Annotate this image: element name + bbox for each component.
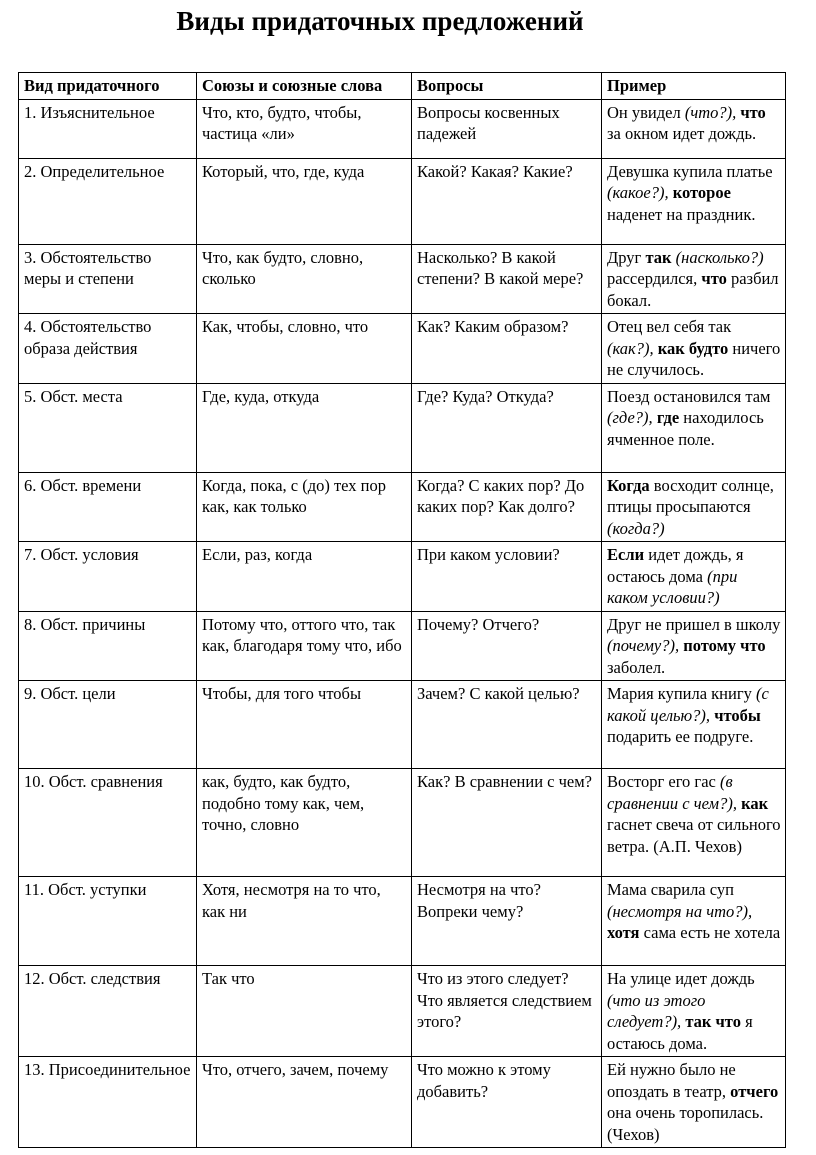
table-row: [19, 314, 786, 384]
cell-type: 12. Обст. следствия: [19, 966, 197, 1057]
example-text: Друг: [607, 247, 646, 267]
cell-type: 5. Обст. места: [19, 383, 197, 472]
example-conjunction: как будто: [657, 338, 729, 358]
table-row: [19, 1057, 786, 1148]
cell-questions: Несмотря на что? Вопреки чему?: [412, 877, 602, 966]
example-text: Ей нужно было не опоздать в театр,: [607, 1060, 736, 1101]
example-text: Мария купила книгу: [607, 684, 756, 703]
header-conjunctions: Союзы и союзные слова: [197, 73, 412, 100]
table-row: [19, 472, 786, 542]
example-text: заболел.: [607, 657, 666, 677]
example-text: подарить ее подруге.: [607, 727, 754, 746]
header-questions: Вопросы: [412, 73, 602, 100]
cell-type: 10. Обст. сравнения: [19, 769, 197, 877]
cell-questions: Почему? Отчего?: [412, 611, 602, 681]
cell-questions: Когда? С каких пор? До каких пор? Как долго?: [412, 472, 602, 542]
example-text: я остаюсь дома.: [607, 1012, 753, 1053]
table-row: [19, 99, 786, 158]
cell-example: [602, 383, 786, 472]
example-text: она очень торопилась. (Чехов): [607, 1103, 764, 1144]
example-question: (почему?),: [607, 636, 680, 655]
example-text: Мама сварила суп: [607, 880, 734, 899]
cell-type: 1. Изъяснительное: [19, 99, 197, 158]
example-text: за окном идет дождь.: [607, 124, 757, 143]
example-question: (что из этого следует?),: [607, 990, 706, 1031]
example-conjunction: отчего: [730, 1081, 779, 1101]
example-question: (при каком условии?): [607, 566, 738, 607]
cell-conjunctions: Как, чтобы, словно, что: [197, 314, 412, 384]
cell-conjunctions: Так что: [197, 966, 412, 1057]
cell-type: 13. Присоединительное: [19, 1057, 197, 1148]
page-title: Виды придаточных предложений: [176, 6, 584, 36]
cell-example: [602, 877, 786, 966]
table-header-row: [19, 73, 786, 100]
cell-questions: Вопросы косвенных падежей: [412, 99, 602, 158]
table-row: [19, 681, 786, 769]
cell-type: 8. Обст. причины: [19, 611, 197, 681]
table-row: [19, 244, 786, 314]
example-question: (где?),: [607, 408, 653, 427]
example-text: наденет на праздник.: [607, 204, 756, 224]
cell-example: [602, 1057, 786, 1148]
example-conjunction: как: [741, 793, 769, 813]
example-text: ничего не случилось.: [607, 338, 781, 379]
cell-conjunctions: Что, кто, будто, чтобы, частица «ли»: [197, 99, 412, 158]
example-question: (когда?): [607, 518, 665, 538]
cell-conjunctions: Если, раз, когда: [197, 542, 412, 612]
cell-conjunctions: как, будто, как будто, подобно тому как, чем, точно, словно: [197, 769, 412, 877]
example-text: Друг не пришел в школу: [607, 614, 781, 634]
table-row: [19, 542, 786, 612]
cell-type: 9. Обст. цели: [19, 681, 197, 769]
table-row: [19, 966, 786, 1057]
example-text: Он увидел: [607, 102, 685, 122]
example-text: Поезд остановился там: [607, 386, 771, 406]
example-text: восходит солнце, птицы просыпаются: [607, 475, 774, 516]
cell-example: [602, 99, 786, 158]
table-row: [19, 611, 786, 681]
example-text: сама есть не хотела: [639, 923, 781, 942]
table-row: [19, 877, 786, 966]
cell-example: [602, 611, 786, 681]
example-text: Девушка купила платье: [607, 161, 773, 181]
cell-example: [602, 966, 786, 1057]
cell-questions: Как? Каким образом?: [412, 314, 602, 384]
cell-type: 3. Обстоятельство меры и степени: [19, 244, 197, 314]
example-text: разбил бокал.: [607, 269, 779, 310]
header-example: Пример: [602, 73, 786, 100]
table-row: [19, 769, 786, 877]
cell-example: [602, 769, 786, 877]
cell-questions: При каком условии?: [412, 542, 602, 612]
cell-type: 4. Обстоятельство образа действия: [19, 314, 197, 384]
example-conjunction: хотя: [607, 923, 640, 942]
cell-type: 2. Определительное: [19, 158, 197, 244]
example-text: гаснет свеча от сильного ветра. (А.П. Чехов): [607, 815, 781, 856]
example-question: (какое?),: [607, 183, 669, 202]
cell-questions: Что можно к этому добавить?: [412, 1057, 602, 1148]
cell-questions: Насколько? В какой степени? В какой мере?: [412, 244, 602, 314]
table-row: [19, 158, 786, 244]
clauses-table: [18, 72, 786, 1148]
example-question: (что?),: [684, 102, 737, 122]
example-conjunction: Если: [607, 545, 645, 564]
example-conjunction: Когда: [607, 475, 650, 495]
example-question: (несмотря на что?),: [607, 901, 753, 921]
cell-type: 6. Обст. времени: [19, 472, 197, 542]
table-body: [19, 99, 786, 1148]
cell-example: [602, 472, 786, 542]
example-text: идет дождь, я остаюсь дома: [607, 545, 744, 586]
cell-conjunctions: Потому что, оттого что, так как, благодаря тому что, ибо: [197, 611, 412, 681]
cell-conjunctions: Который, что, где, куда: [197, 158, 412, 244]
example-question: (насколько?): [675, 247, 764, 267]
cell-conjunctions: Хотя, несмотря на то что, как ни: [197, 877, 412, 966]
example-conjunction: так что: [685, 1012, 741, 1031]
cell-conjunctions: Что, отчего, зачем, почему: [197, 1057, 412, 1148]
example-text: Отец вел себя так: [607, 317, 732, 336]
cell-example: [602, 681, 786, 769]
example-question: (с какой целью?),: [607, 684, 769, 725]
example-conjunction: где: [656, 408, 680, 427]
example-text: находилось ячменное поле.: [607, 408, 764, 449]
cell-questions: Что из этого следует? Что является следствием этого?: [412, 966, 602, 1057]
example-conjunction: что: [701, 269, 727, 288]
cell-example: [602, 244, 786, 314]
example-text: Восторг его гас: [607, 772, 720, 791]
cell-example: [602, 542, 786, 612]
example-conjunction: так: [645, 247, 672, 267]
cell-conjunctions: Что, как будто, словно, сколько: [197, 244, 412, 314]
cell-conjunctions: Когда, пока, с (до) тех пор как, как только: [197, 472, 412, 542]
table-row: [19, 383, 786, 472]
header-type: Вид придаточного: [19, 73, 197, 100]
example-conjunction: потому что: [683, 636, 766, 655]
cell-type: 11. Обст. уступки: [19, 877, 197, 966]
example-question: (в сравнении с чем?),: [607, 772, 737, 813]
cell-conjunctions: Чтобы, для того чтобы: [197, 681, 412, 769]
cell-questions: Зачем? С какой целью?: [412, 681, 602, 769]
example-text: рассердился,: [607, 269, 702, 288]
example-text: На улице идет дождь: [607, 969, 755, 988]
example-conjunction: что: [740, 102, 766, 122]
cell-example: [602, 314, 786, 384]
example-conjunction: чтобы: [714, 705, 761, 725]
example-question: (как?),: [607, 338, 654, 358]
cell-questions: Как? В сравнении с чем?: [412, 769, 602, 877]
cell-questions: Какой? Какая? Какие?: [412, 158, 602, 244]
cell-example: [602, 158, 786, 244]
example-conjunction: которое: [672, 183, 731, 202]
cell-type: 7. Обст. условия: [19, 542, 197, 612]
cell-conjunctions: Где, куда, откуда: [197, 383, 412, 472]
cell-questions: Где? Куда? Откуда?: [412, 383, 602, 472]
